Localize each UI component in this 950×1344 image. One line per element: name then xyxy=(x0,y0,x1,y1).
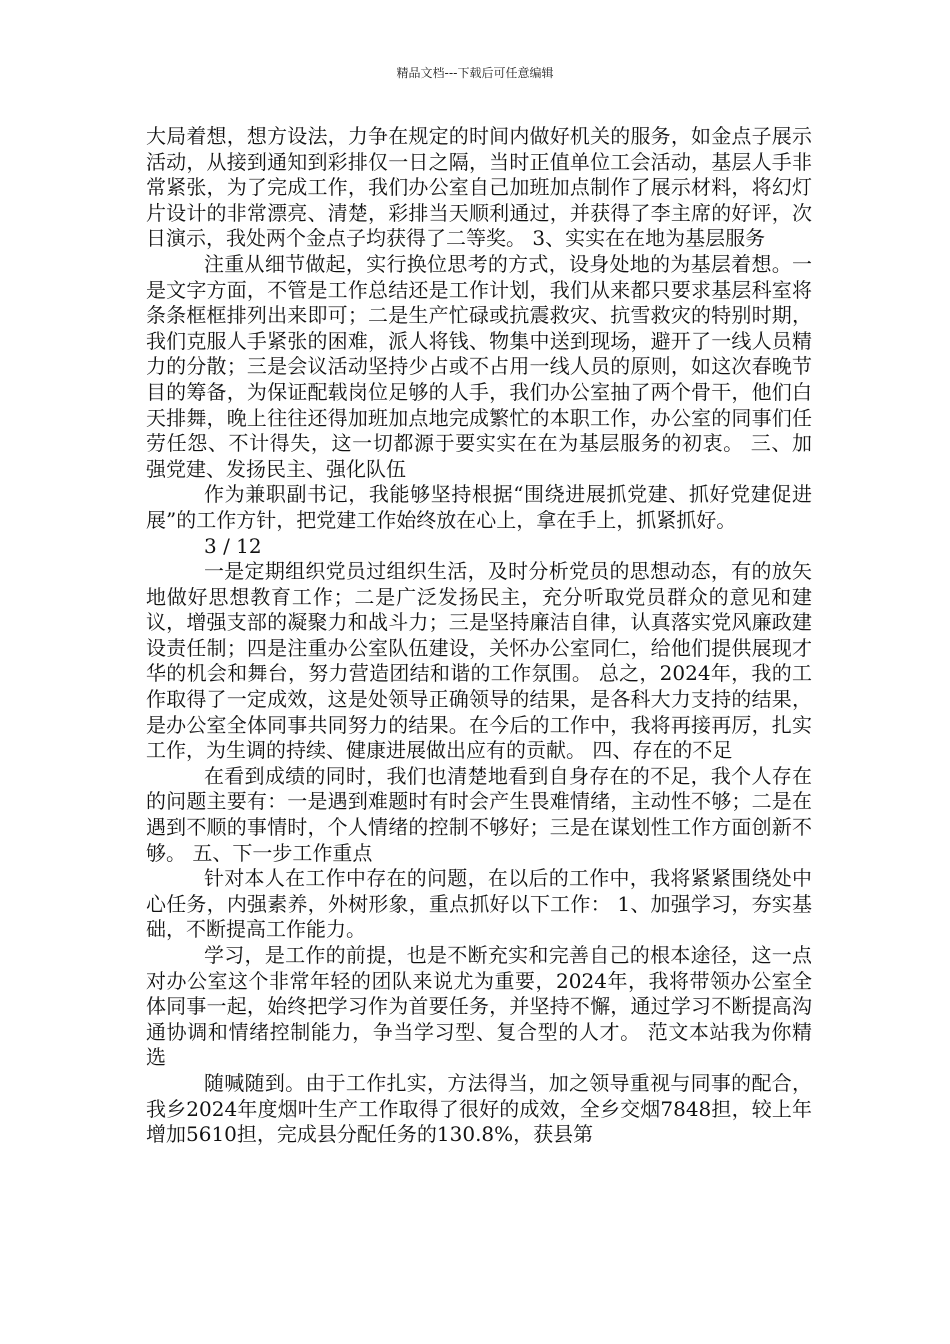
paragraph: 学习，是工作的前提，也是不断充实和完善自己的根本途径，这一点对办公室这个非常年轻的团队来说尤为重要，2024年，我将带领办公室全体同事一起，始终把学习作为首要任务，并坚持不懈，通过学习不断提高沟通协调和情绪控制能力，争当学习型、复合型的人才。 范文本站我为你精选 xyxy=(146,943,812,1070)
paragraph: 随喊随到。由于工作扎实，方法得当，加之领导重视与同事的配合，我乡2024年度烟叶生产工作取得了很好的成效，全乡交烟7848担，较上年增加5610担，完成县分配任务的130.8%，获县第 xyxy=(146,1070,812,1147)
document-body xyxy=(146,124,812,1148)
page-header: 精品文档---下载后可任意编辑 xyxy=(396,66,554,80)
paragraph: 作为兼职副书记，我能够坚持根据“围绕进展抓党建、抓好党建促进展”的工作方针，把党建工作始终放在心上，拿在手上，抓紧抓好。 xyxy=(146,482,812,532)
paragraph: 针对本人在工作中存在的问题，在以后的工作中，我将紧紧围绕处中心任务，内强素养，外树形象，重点抓好以下工作： 1、加强学习，夯实基础，不断提高工作能力。 xyxy=(146,866,812,942)
paragraph: 注重从细节做起，实行换位思考的方式，设身处地的为基层着想。一是文字方面，不管是工作总结还是工作计划，我们从来都只要求基层科室将条条框框排列出来即可；二是生产忙碌或抗震救灾、抗雪救灾的特别时期，我们克服人手紧张的困难，派人将钱、物集中送到现场，避开了一线人员精力的分散；三是会议活动坚持少占或不占用一线人员的原则，如这次春晚节目的筹备，为保证配载岗位足够的人手，我们办公室抽了两个骨干，他们白天排舞，晚上往往还得加班加点地完成繁忙的本职工作，办公室的同事们任劳任怨、不计得失，这一切都源于要实实在在为基层服务的初衷。 三、加强党建、发扬民主、强化队伍 xyxy=(146,251,812,481)
paragraph: 一是定期组织党员过组织生活，及时分析党员的思想动态，有的放矢地做好思想教育工作；二是广泛发扬民主，充分听取党员群众的意见和建议，增强支部的凝聚力和战斗力；三是坚持廉洁自律，认真落实党风廉政建设责任制；四是注重办公室队伍建设，关怀办公室同仁，给他们提供展现才华的机会和舞台，努力营造团结和谐的工作氛围。 总之，2024年，我的工作取得了一定成效，这是处领导正确领导的结果，是各科大力支持的结果，是办公室全体同事共同努力的结果。在今后的工作中，我将再接再厉，扎实工作，为生调的持续、健康进展做出应有的贡献。 四、存在的不足 xyxy=(146,559,812,763)
paragraph: 在看到成绩的同时，我们也清楚地看到自身存在的不足，我个人存在的问题主要有：一是遇到难题时有时会产生畏难情绪，主动性不够；二是在遇到不顺的事情时，个人情绪的控制不够好；三是在谋划性工作方面创新不够。 五、下一步工作重点 xyxy=(146,763,812,865)
page-number: 3 / 12 xyxy=(204,533,262,558)
paragraph: 大局着想，想方设法，力争在规定的时间内做好机关的服务，如金点子展示活动，从接到通知到彩排仅一日之隔，当时正值单位工会活动，基层人手非常紧张，为了完成工作，我们办公室自己加班加点制作了展示材料，将幻灯片设计的非常漂亮、清楚，彩排当天顺利通过，并获得了李主席的好评，次日演示，我处两个金点子均获得了二等奖。 3、实实在在地为基层服务 xyxy=(146,124,812,251)
